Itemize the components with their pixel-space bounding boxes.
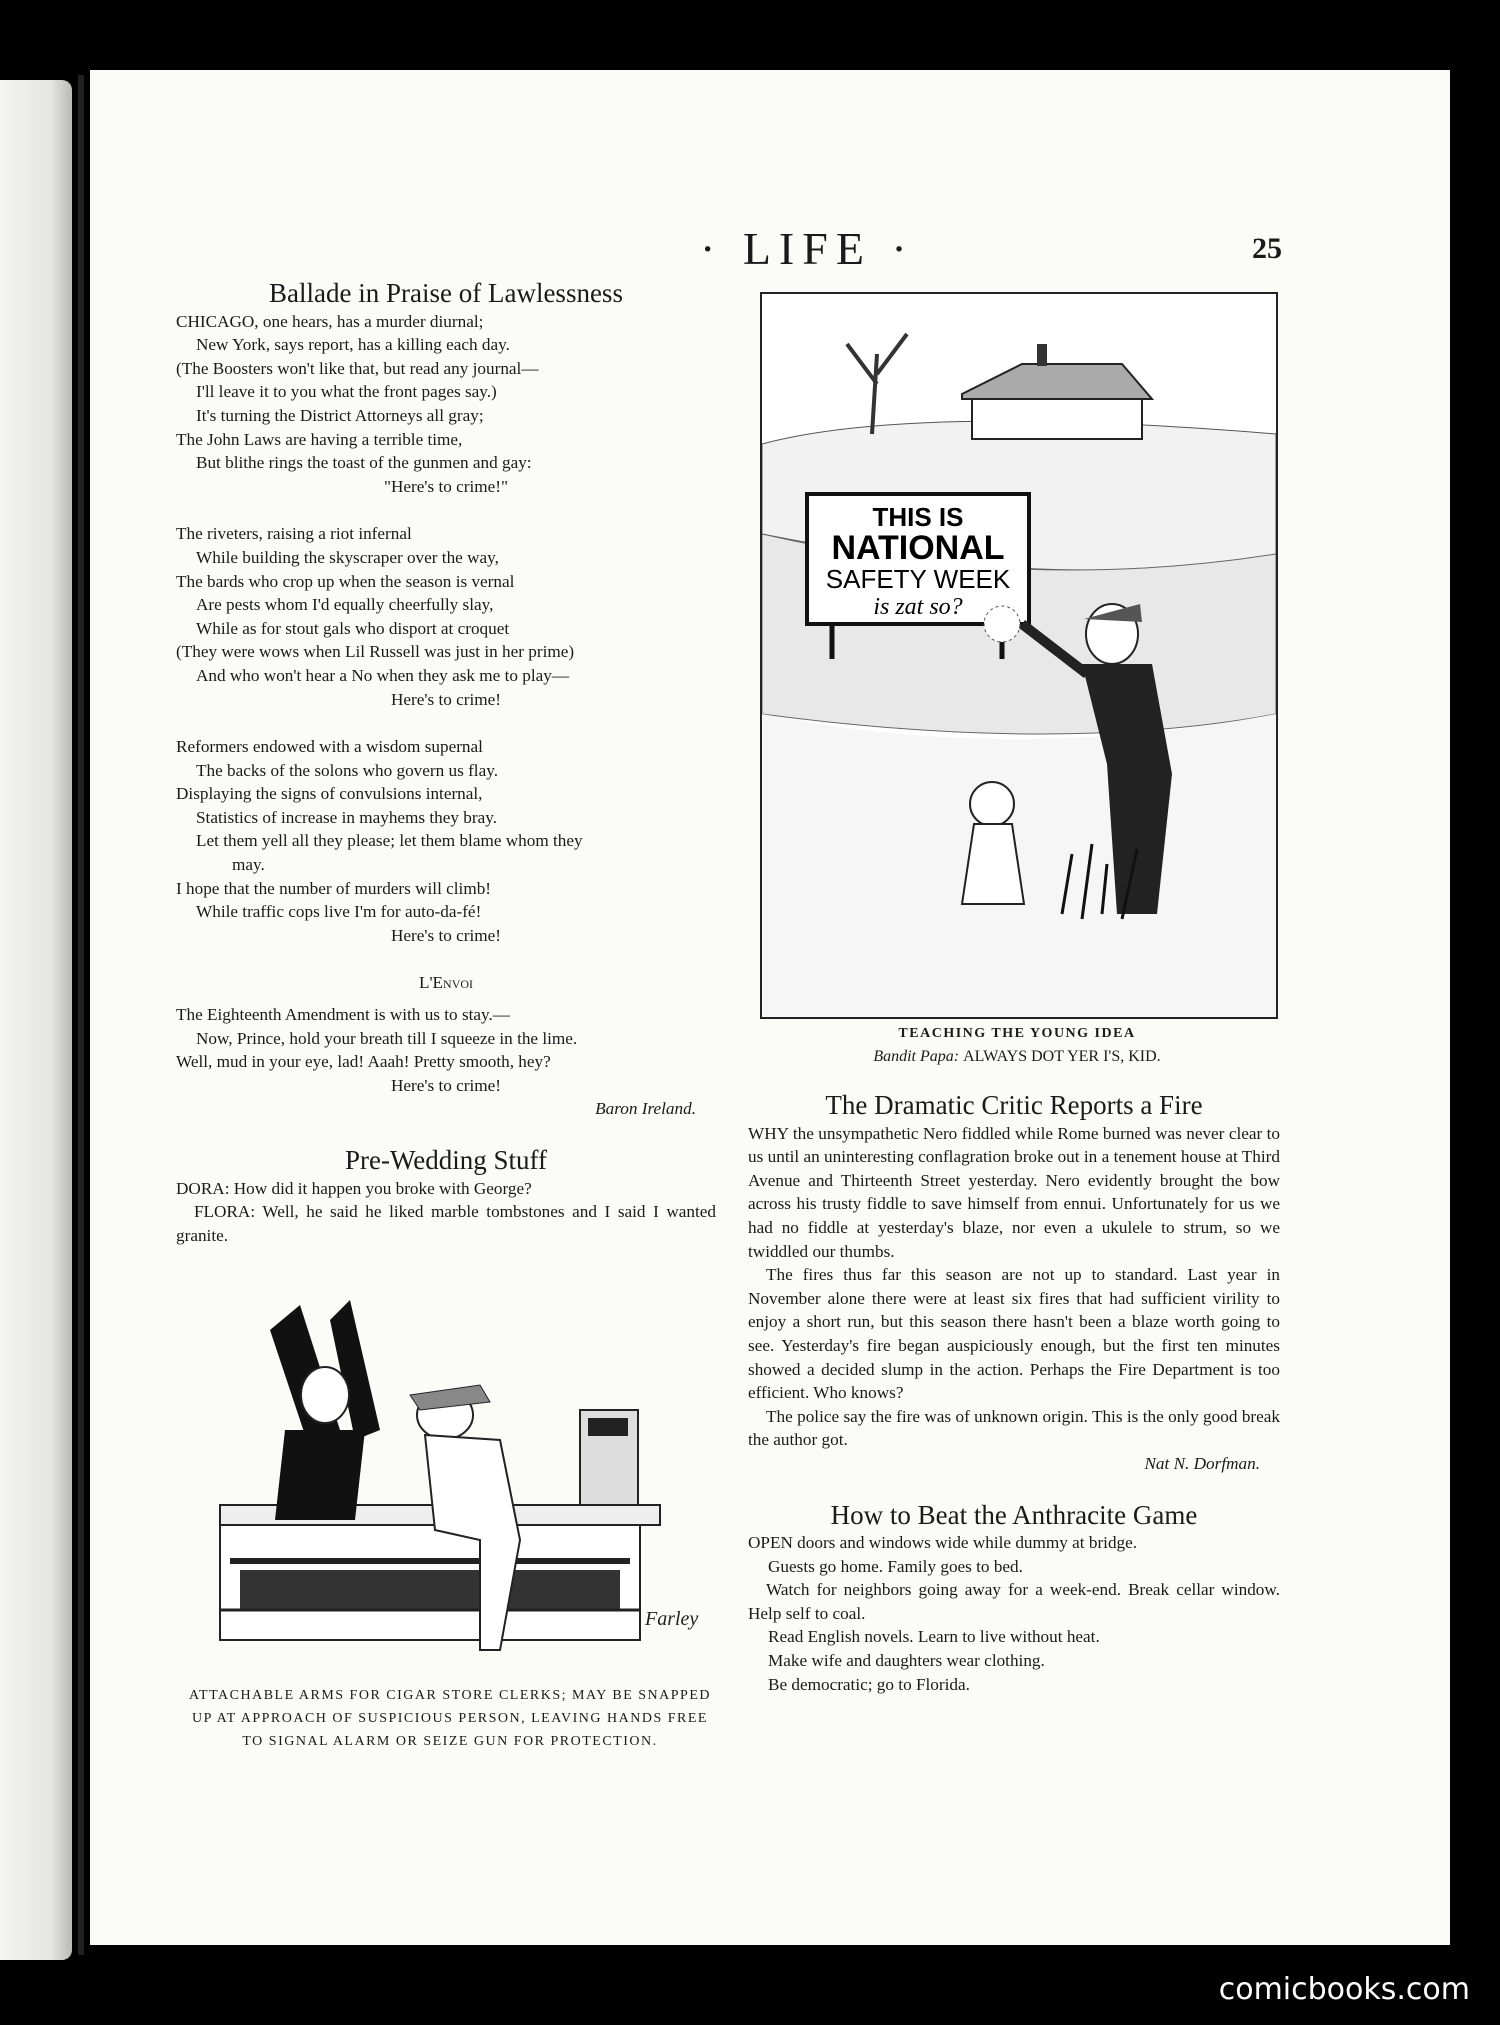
- left-column: [176, 278, 716, 1247]
- masthead: · LIFE ·: [700, 223, 915, 274]
- verse-line: (The Boosters won't like that, but read any journal—: [176, 358, 539, 378]
- verse-line: The Eighteenth Amendment is with us to stay.—: [176, 1005, 510, 1025]
- envoi-title: L'Envoi: [418, 973, 474, 993]
- verse-line: Now, Prince, hold your breath till I squeeze in the lime.: [196, 1028, 578, 1048]
- anthracite-title: How to Beat the Anthracite Game: [830, 1499, 1198, 1530]
- prewedding-line-1: DORA: How did it happen you broke with George?: [176, 1178, 532, 1198]
- verse-line: (They were wows when Lil Russell was just in her prime): [176, 642, 575, 662]
- caption-speaker: Bandit Papa:: [873, 1048, 960, 1065]
- right-column: [748, 1090, 1280, 1696]
- verse-line: I hope that the number of murders will climb!: [176, 878, 492, 898]
- prewedding-title: Pre-Wedding Stuff: [344, 1145, 548, 1175]
- verse-line: It's turning the District Attorneys all gray;: [196, 405, 484, 425]
- verse-line: The riveters, raising a riot infernal: [176, 524, 412, 544]
- page-number: 25: [1252, 232, 1282, 265]
- sign-line-2: NATIONAL: [831, 529, 1005, 567]
- refrain: Here's to crime!: [391, 1075, 501, 1095]
- verse-line: I'll leave it to you what the front pages say.): [196, 382, 497, 402]
- anthracite-line: Read English novels. Learn to live without heat.: [768, 1627, 1100, 1647]
- sign-line-1: THIS IS: [872, 502, 964, 532]
- verse-line: Are pests whom I'd equally cheerfully slay,: [196, 595, 494, 615]
- anthracite-line: Be democratic; go to Florida.: [768, 1674, 970, 1694]
- verse-line: Statistics of increase in mayhems they bray.: [196, 807, 498, 827]
- verse-line: While traffic cops live I'm for auto-da-fé!: [196, 902, 482, 922]
- envoi: [176, 1003, 716, 1097]
- prewedding-line-2: FLORA: Well, he said he liked marble tombstones and I said I wanted granite.: [176, 1202, 716, 1245]
- safety-caption-title: TEACHING THE YOUNG IDEA: [898, 1026, 1136, 1041]
- caption-text: ALWAYS DOT YER I'S, KID.: [963, 1048, 1161, 1065]
- page-gutter: [78, 75, 84, 1955]
- watermark: comicbooks.com: [1218, 1972, 1470, 2007]
- anthracite-line: Watch for neighbors going away for a week-end. Break cellar window. Help self to coal.: [748, 1580, 1280, 1623]
- anthracite-line: Make wife and daughters wear clothing.: [768, 1651, 1045, 1671]
- verse-line: And who won't hear a No when they ask me to play—: [196, 665, 570, 685]
- stanza-2: [176, 522, 716, 711]
- safety-caption-line: [760, 1048, 1274, 1066]
- verse-line: CHICAGO, one hears, has a murder diurnal;: [176, 311, 484, 331]
- verse-line: Reformers endowed with a wisdom supernal: [176, 737, 483, 757]
- cigar-cartoon-caption: ATTACHABLE ARMS FOR CIGAR STORE CLERKS; MAY BE SNAPPED UP AT APPROACH OF SUSPICIOUS PERSON, LEAVING HANDS FREE TO SIGNAL ALARM OR SEIZE GUN FOR PROTECTION.: [189, 1688, 711, 1749]
- artist-signature: Farley: [645, 1608, 699, 1630]
- cigar-clerk-cartoon: [180, 1290, 720, 1660]
- verse-line: The bards who crop up when the season is vernal: [176, 571, 515, 591]
- anthracite-line: Guests go home. Family goes to bed.: [768, 1556, 1023, 1576]
- verse-line: Displaying the signs of convulsions internal,: [176, 784, 483, 804]
- verse-line: New York, says report, has a killing each day.: [196, 335, 510, 355]
- safety-week-cartoon: [760, 292, 1278, 1019]
- fire-paragraph-3: The police say the fire was of unknown origin. This is the only good break the author got.: [748, 1406, 1280, 1450]
- refrain: "Here's to crime!": [383, 476, 509, 496]
- sign-line-3: SAFETY WEEK: [825, 564, 1011, 594]
- fire-paragraph-2: The fires thus far this season are not up to standard. Last year in November alone there were at least six fires that had sufficient virility to enjoy a short run, but this season there hasn't been a blaze worth going to see. Yesterday's fire began auspiciously enough, but the first ten minutes showed a decided slump in the action. Perhaps the Fire Department is too efficient. Who knows?: [748, 1265, 1280, 1403]
- sign-line-4: is zat so?: [873, 594, 963, 620]
- verse-line: The John Laws are having a terrible time,: [176, 429, 463, 449]
- fire-title: The Dramatic Critic Reports a Fire: [825, 1090, 1203, 1120]
- stanza-3: [176, 735, 716, 947]
- verse-line: But blithe rings the toast of the gunmen and gay:: [196, 453, 532, 473]
- book-spine: [0, 80, 72, 1960]
- stanza-1: [176, 310, 716, 499]
- anthracite-line: OPEN doors and windows wide while dummy at bridge.: [748, 1533, 1138, 1553]
- refrain: Here's to crime!: [391, 689, 501, 709]
- fire-paragraph-1: WHY the unsympathetic Nero fiddled while Rome burned was never clear to us until an uninteresting conflagration broke out in a tenement house at Third Avenue and Thirteenth Street yesterday. Nero evidently brought the bow across his trusty fiddle to save himself from ennui. Unfortunately for us we had no fiddle at yesterday's blaze, nor even a ukulele to strum, so we twiddled our thumbs.: [748, 1123, 1280, 1261]
- ballade-title: Ballade in Praise of Lawlessness: [269, 278, 623, 308]
- refrain: Here's to crime!: [391, 925, 501, 945]
- verse-line: may.: [232, 855, 265, 875]
- verse-line: The backs of the solons who govern us flay.: [196, 760, 498, 780]
- fire-author: Nat N. Dorfman.: [1144, 1453, 1260, 1473]
- verse-line: Well, mud in your eye, lad! Aaah! Pretty smooth, hey?: [176, 1052, 551, 1072]
- ballade-author: Baron Ireland.: [595, 1099, 696, 1119]
- verse-line: While building the skyscraper over the way,: [196, 547, 499, 567]
- verse-line: Let them yell all they please; let them blame whom they: [196, 831, 583, 851]
- verse-line: While as for stout gals who disport at croquet: [196, 618, 510, 638]
